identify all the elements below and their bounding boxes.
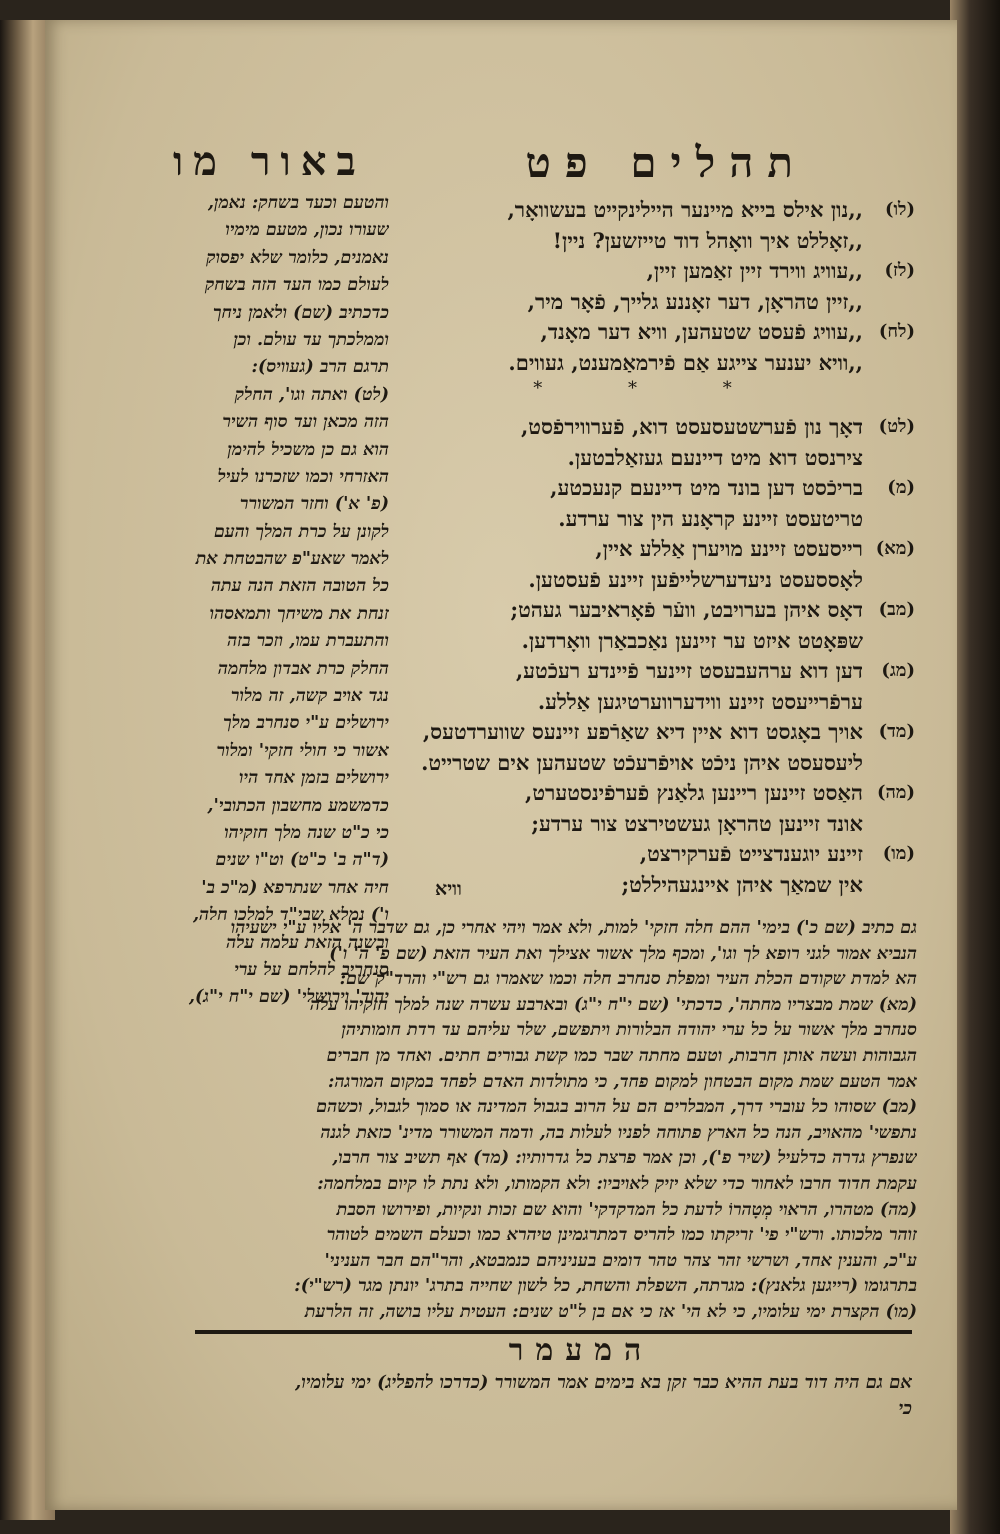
verse-line xyxy=(350,473,915,504)
verse-text: רייסעסט זיינע מויערן אַללע איין, xyxy=(595,536,863,561)
commentary-line: כדכתיב (שם) ולאמן ניחך xyxy=(213,302,389,323)
commentary-line: האזרחי וכמו שזכרנו לעיל xyxy=(217,466,389,487)
verse-line xyxy=(350,809,915,840)
verse-number: (לו) xyxy=(884,199,915,220)
running-title: תהלים פט xyxy=(525,138,807,187)
commentary-column xyxy=(181,190,389,1012)
commentary-line: החלק כרת אבדון מלחמה xyxy=(217,658,389,679)
commentary-line: (מב) שסוהו כל עוברי דרך, המבלרים הם על הרוב בגבול המדינה או סמוך לגבול, וכשהם xyxy=(316,1097,917,1118)
verse-line xyxy=(350,839,915,870)
commentary-line: (מו) הקצרת ימי עלומיו, כי לא הי' אז כי אם בן ל"ט שנים: העטית עליו בושה, זה הלרעת xyxy=(304,1301,917,1322)
verse-number: (מ) xyxy=(887,477,915,498)
commentary-line: הזה מכאן ועד סוף השיר xyxy=(222,412,389,433)
verse-line xyxy=(350,226,915,257)
commentary-line: תרגם הרב (געוויס): xyxy=(251,357,389,378)
verse-line xyxy=(350,195,915,226)
verse-line xyxy=(350,565,915,596)
verse-number: (לח) xyxy=(878,321,915,342)
commentary-line: זנחת את משיחך ותמאסהו xyxy=(209,603,389,624)
verse-line xyxy=(350,656,915,687)
commentary-line: (מה) מטהרו, הראוי מְטָהרוֹ לדעת כל המדקדקי' והוא שם זכות ונקיות, ופירושו הסבת xyxy=(336,1199,917,1220)
commentary-line: יהוד' וירושלי' (שם י"ח י"ג), xyxy=(188,987,389,1008)
commentary-line: בתרגומו (רייגען גלאנץ): מגרתה, השפלת והשחת, כל לשון שחייה בתרג' יונתן מגר (רש"י): xyxy=(294,1276,917,1297)
commentary-line: סנחריב להלחם על ערי xyxy=(234,959,389,980)
verse-text: דען דוא ערהעבעסט זיינער פֿיינדע רעכֿטע, xyxy=(515,658,863,683)
verse-number: (מא) xyxy=(875,538,915,559)
commentary-line: נגד אויב קשה, זה מלור xyxy=(230,686,389,707)
verse-line xyxy=(350,504,915,535)
verse-text: ,,זיין טהראָן, דער זאָננע גלייך, פֿאָר מיר, xyxy=(527,288,863,314)
commentary-line: ובשנה הזאת עלמה עלה xyxy=(226,932,389,953)
verse-line xyxy=(350,717,915,748)
verse-text: ליעסעסט איהן ניכֿט אויפֿרעכֿט שטעהען אים שטרייט. xyxy=(421,749,863,775)
verse-number: (מו) xyxy=(882,843,915,864)
verse-text: ערפֿרייעסט זיינע ווידערווערטיגען אַללע. xyxy=(537,688,863,714)
commentary-line: כדמשמע מחשבון הכתובי', xyxy=(207,795,389,816)
commentary-line: הא למדת שקודם הכלת העיר ומפלת סנחרב חלה וכמו שאמרו גם רש"י והרד"ק שם: xyxy=(339,969,917,990)
verse-text: בריכֿסט דען בונד מיט דיינעם קנעכטע, xyxy=(550,475,863,500)
verse-text: אויך באָגסט דוא איין דיא שאַרֿפע זיינעס שווערדטעס, xyxy=(422,719,863,744)
commentary-line: שעורו נכון, מטעם מימיו xyxy=(225,220,389,241)
verse-number: (מב) xyxy=(878,599,915,620)
verse-line xyxy=(350,412,915,443)
commentary-line: לעולם כמו העד הזה בשחק xyxy=(204,275,389,296)
verse-number: (מה) xyxy=(876,782,915,803)
verse-line xyxy=(350,534,915,565)
verse-line xyxy=(350,287,915,318)
commentary-line: כל הטובה הזאת הנה עתה xyxy=(210,576,389,597)
maamar-text xyxy=(185,1370,912,1422)
verse-line xyxy=(350,748,915,779)
verse-text: צירנסט דוא מיט דיינעם געזאַלבטען. xyxy=(567,444,863,470)
maamar-line: אם גם היה דוד בעת ההיא כבר זקן בא בימים אמר המשורר (כדרכו להפליג) ימי עלומיו, xyxy=(294,1372,912,1393)
commentary-line: והטעם וכעד בשחק: נאמן, xyxy=(207,193,389,213)
commentary-line: וממלכתך עד עולם. וכן xyxy=(233,329,389,350)
commentary-line: הנביא אמור לגני רופא לך וגו', ומכף מלך אשור אצילך ואת העיר הזאת (שם פ' ה' ו') xyxy=(329,943,917,964)
commentary-line: לאמר שאע"פ שהבטחת את xyxy=(195,549,389,570)
verse-text: אין שמאַך איהן איינגעהיללט; xyxy=(621,871,863,897)
verse-text: האַסט זיינען ריינען גלאַנץ פֿערפֿינסטערט, xyxy=(525,780,863,805)
commentary-line: חיה אחר שנתרפא (מ"כ ב' xyxy=(201,877,389,898)
commentary-line: גם כתיב (שם כ') בימי' ההם חלה חזקי' למות, ולא אמר ויהי אחרי כן, גם שדבר ה' אליו ע"י ישעיהו xyxy=(230,918,917,938)
verse-line xyxy=(350,687,915,718)
maamar-heading: המעמר xyxy=(508,1333,654,1368)
commentary-line: שנפרץ גדרה כדלעיל (שיר פ'), וכן אמר פרצת כל גדרותיו: (מד) אף תשיב צור חרבו, xyxy=(332,1148,917,1169)
commentary-line: (לט) ואתה וגו', החלק xyxy=(234,384,389,405)
commentary-line: הוא גם כן משכיל להימן xyxy=(227,439,389,460)
verse-text: ,,וויא יענער צייגע אַם פֿירמאַמענט, געווים. xyxy=(508,349,863,375)
commentary-line: עקמת חדוד חרבו לאחור כדי שלא יזיק לאויביו: ולא הקמותו, ולא נתת לו קיום במלחמה: xyxy=(317,1173,917,1194)
commentary-full-width xyxy=(170,916,917,1326)
page-header xyxy=(45,138,957,198)
commentary-line: והתעברת עמו, וזכר בזה xyxy=(227,631,389,652)
commentary-line: כי כ"ט שנה מלך חזקיהו xyxy=(224,822,389,843)
verse-number: (לז) xyxy=(884,260,915,281)
commentary-line: נאמנים, כלומר שלא יפסוק xyxy=(206,247,389,268)
verse-line xyxy=(350,595,915,626)
verse-number: (מד) xyxy=(878,721,915,742)
commentary-line: זוהר מלכותו. ורש"י פי' זריקתו כמו להריס דמתרגמינן טיהרא כמו וכעלם השמים לטוהר xyxy=(326,1225,917,1246)
verse-text: ,,נון אילס בייא מיינער היילינקייט בעשוואָר, xyxy=(507,197,863,222)
verse-line xyxy=(350,626,915,657)
poem-translation xyxy=(350,195,915,900)
verse-text: אונד זיינען טהראָן געשטירצט צור ערדע; xyxy=(531,810,863,836)
verse-text: דאָס איהן בערויבט, וועֿר פֿאָראיבער געהט; xyxy=(510,597,863,622)
verse-line xyxy=(350,443,915,474)
verse-number: (לט) xyxy=(878,416,915,437)
commentary-line: ע"כ, והענין אחד, ושרשי זהר צהר טהר דומים בעניניהם כנמבטא, והר"הם חבר העניני' xyxy=(324,1250,917,1271)
verse-line xyxy=(350,348,915,379)
commentary-line: לקונן על כרת המלך והעם xyxy=(213,521,389,542)
commentary-line: נתפשי' מהאויב, הנה כל הארץ פתוחה לפניו לעלות בה, ודמה המשורר מדינ' כזאת לגנה xyxy=(320,1122,917,1143)
verse-line xyxy=(350,317,915,348)
commentary-line: אמר הטעם שמת מקום הבטחון למקום פחד, כי מתולדות האדם לפחד במקום המורגה: xyxy=(328,1071,917,1092)
book-page xyxy=(45,20,957,1510)
verse-text: דאָך נון פֿערשטעסעסט דוא, פֿערווירפֿסט, xyxy=(520,414,863,439)
verse-text: שפּאָטט איזט ער זיינען נאַכבאַרן וואָרדען. xyxy=(521,627,863,653)
verse-text: זיינע יוגענדצייט פֿערקירצט, xyxy=(639,841,863,866)
catchword: וויא xyxy=(435,878,462,900)
commentary-line: ירושלים בזמן אחד היו xyxy=(239,768,389,789)
verse-line xyxy=(350,778,915,809)
running-title-commentary: באור מו xyxy=(173,138,366,185)
verse-text: טריטעסט זיינע קראָנע הין צור ערדע. xyxy=(558,505,863,531)
verse-text: לאָססעסט ניעדערשלייפֿען זיינע פֿעסטען. xyxy=(528,566,863,592)
verse-text: ,,עוויג פֿעסט שטעהען, וויא דער מאָנד, xyxy=(540,319,863,344)
verse-number: (מג) xyxy=(881,660,915,681)
commentary-line: (מא) שמת מבצריו מחתה', כדכתי' (שם י"ח י"ג) ובארבע עשרה שנה למלך חזקיהו עלה xyxy=(310,994,917,1015)
commentary-line: סנחרב מלך אשור על כל ערי יהודה הבלורות ויתפשם, שלר עליהם עד רדת חומותיהן xyxy=(341,1020,917,1041)
commentary-line: הגבוהות ועשה אותן חרבות, וטעם מחתה שבר כמו קשת גבורים חתים. ואחד מן חברים xyxy=(326,1045,917,1066)
commentary-line: (ד"ה ב' כ"ט) וט"ו שנים xyxy=(215,850,389,871)
commentary-line: אשור כי חולי חזקי' ומלור xyxy=(216,740,389,761)
book-edge-right xyxy=(950,0,1000,1534)
maamar-line: כי xyxy=(898,1398,912,1419)
commentary-line: ו') נמלא שבי"ד למלכו חלה, xyxy=(192,905,389,926)
verse-text: ,,זאָללט איך וואָהל דוד טייזשען? ניין! xyxy=(552,227,863,253)
verse-line xyxy=(350,256,915,287)
verse-text: ,,עוויג ווירד זיין זאַמען זיין, xyxy=(646,258,863,283)
section-divider-stars: * * * xyxy=(533,378,772,399)
commentary-line: (פ' א') וחזר המשורר xyxy=(239,494,389,515)
commentary-line: ירושלים ע"י סנחרב מלך xyxy=(223,713,389,734)
